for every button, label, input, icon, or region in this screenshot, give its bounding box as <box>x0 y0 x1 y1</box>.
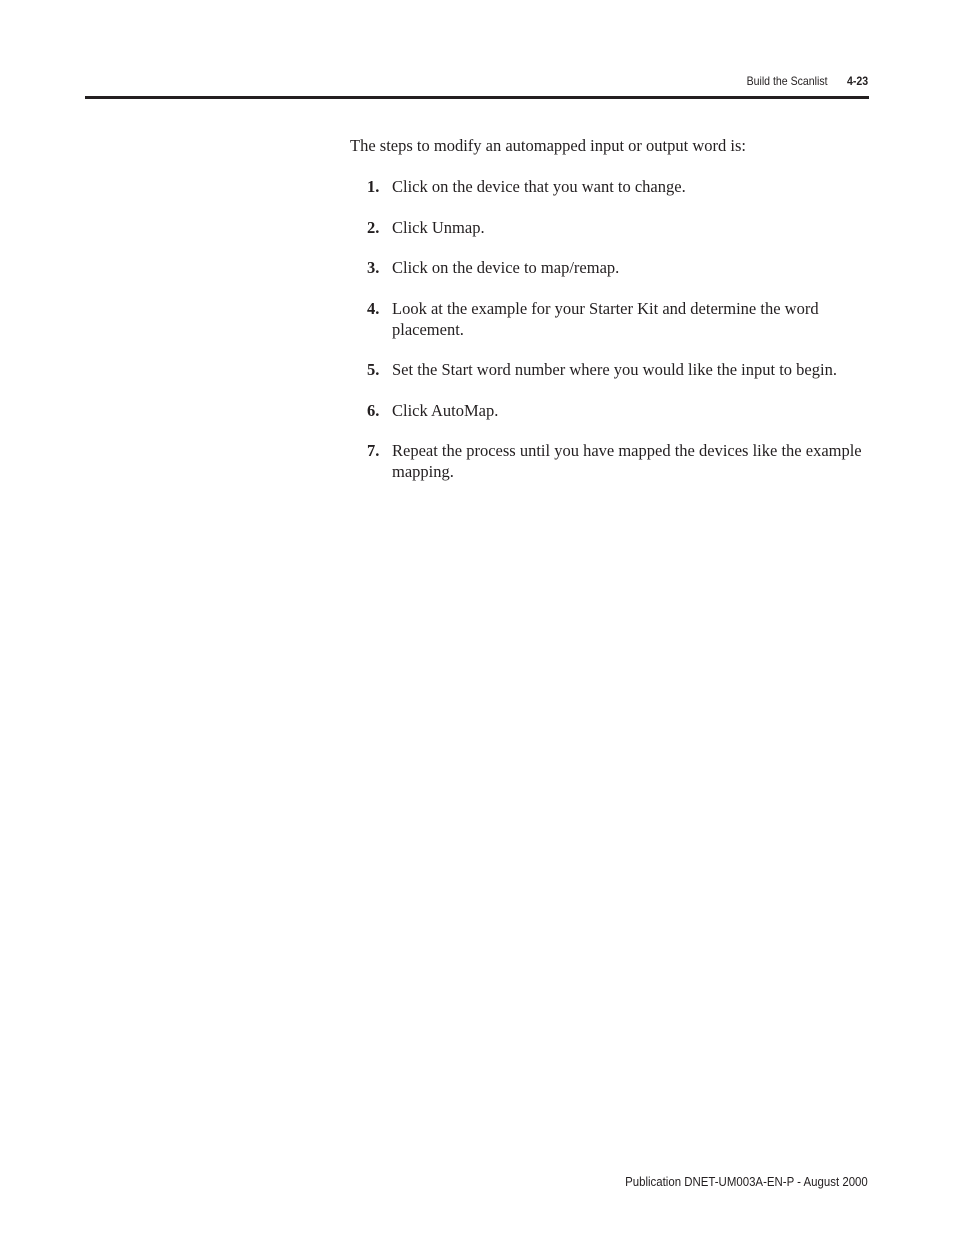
step-number: 4. <box>367 298 380 318</box>
step-item <box>365 359 870 380</box>
step-number: 1. <box>367 177 380 196</box>
step-item <box>365 298 870 340</box>
step-text: Click on the device to map/remap. <box>392 258 620 277</box>
step-item <box>365 217 870 238</box>
step-text: Look at the example for your Starter Kit and determine the word placement. <box>392 298 819 339</box>
step-number: 2. <box>367 217 380 237</box>
step-number: 5. <box>367 360 380 379</box>
running-header <box>746 74 868 88</box>
step-text: Repeat the process until you have mapped the devices like the example mapping. <box>392 441 862 481</box>
intro-paragraph: The steps to modify an automapped input or output word is: <box>350 136 746 155</box>
step-item <box>365 400 870 421</box>
step-number: 3. <box>367 258 380 277</box>
step-text: Set the Start word number where you would like the input to begin. <box>392 360 837 379</box>
step-text: Click AutoMap. <box>392 400 499 420</box>
step-item <box>365 440 870 482</box>
step-number: 7. <box>367 441 380 460</box>
step-text: Click Unmap. <box>392 217 485 237</box>
step-number: 6. <box>367 400 380 420</box>
page-number: 4-23 <box>846 74 868 88</box>
publication-footer: Publication DNET-UM003A-EN-P - August 2000 <box>625 1174 868 1189</box>
steps-list <box>365 176 870 502</box>
step-item <box>365 176 870 197</box>
step-item <box>365 257 870 278</box>
header-rule <box>85 96 869 99</box>
section-title: Build the Scanlist <box>746 74 828 88</box>
step-text: Click on the device that you want to change. <box>392 177 686 196</box>
